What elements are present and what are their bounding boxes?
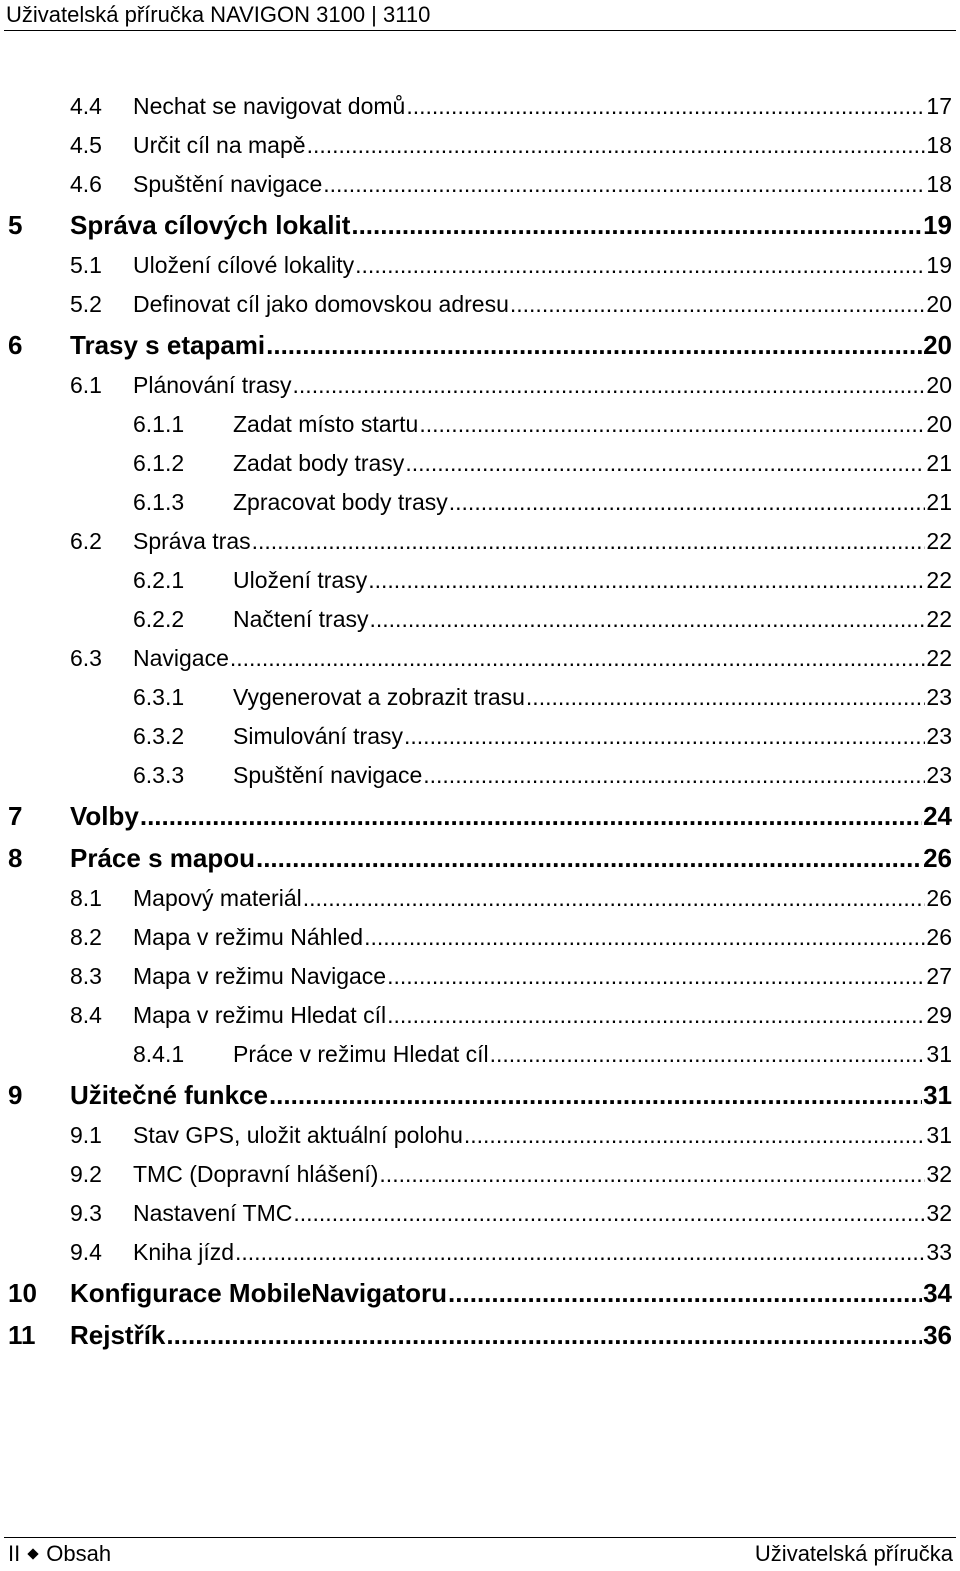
toc-dot-leader <box>230 643 926 673</box>
toc-entry-page: 23 <box>926 762 952 788</box>
toc-entry-number: 8 <box>8 842 23 873</box>
toc-dot-leader <box>405 448 925 478</box>
footer-section: Obsah <box>46 1541 112 1566</box>
toc-entry[interactable] <box>133 409 952 439</box>
toc-entry[interactable] <box>133 760 952 790</box>
toc-entry[interactable] <box>70 526 952 556</box>
toc-dot-leader <box>293 370 926 400</box>
toc-dot-leader <box>419 409 925 439</box>
toc-dot-leader <box>490 1039 926 1069</box>
toc-entry-page: 18 <box>926 171 952 197</box>
toc-entry-page: 24 <box>923 800 952 831</box>
toc-dot-leader <box>235 1237 925 1267</box>
toc-entry-page: 18 <box>926 132 952 158</box>
toc-entry-number: 9.1 <box>70 1122 102 1148</box>
toc-entry[interactable] <box>133 721 952 751</box>
toc-entry-page: 32 <box>926 1200 952 1226</box>
toc-entry-title: Zadat body trasy <box>233 450 405 476</box>
toc-dot-leader <box>355 250 925 280</box>
toc-entry[interactable] <box>133 448 952 478</box>
toc-entry-page: 31 <box>926 1041 952 1067</box>
footer-right-text: Uživatelská příručka <box>754 1541 953 1566</box>
toc-dot-leader <box>166 1320 922 1350</box>
toc-entry-page: 26 <box>923 842 952 873</box>
toc-entry-title: Spuštění navigace <box>233 762 423 788</box>
toc-entry[interactable] <box>70 883 952 913</box>
toc-entry-page: 21 <box>926 450 952 476</box>
toc-entry-title: Mapový materiál <box>133 885 302 911</box>
toc-entry-number: 4.5 <box>70 132 102 158</box>
toc-dot-leader <box>269 1080 922 1110</box>
toc-dot-leader <box>464 1120 926 1150</box>
toc-entry-title: Plánování trasy <box>133 372 292 398</box>
diamond-icon <box>28 1548 39 1559</box>
toc-entry-title: Mapa v režimu Náhled <box>133 924 364 950</box>
toc-entry-title: Uložení trasy <box>233 567 368 593</box>
toc-entry[interactable] <box>8 1080 952 1110</box>
toc-entry-number: 6.1.3 <box>133 489 185 515</box>
toc-entry-number: 6.1.1 <box>133 411 185 437</box>
toc-entry-title: Volby <box>70 800 139 831</box>
toc-entry-number: 4.4 <box>70 93 102 119</box>
toc-entry-title: Trasy s etapami <box>70 329 266 360</box>
toc-entry-number: 4.6 <box>70 171 102 197</box>
toc-entry-title: Spuštění navigace <box>133 171 323 197</box>
toc-entry-page: 20 <box>926 411 952 437</box>
page-header-title: Uživatelská příručka NAVIGON 3100 | 3110 <box>6 2 431 27</box>
toc-entry-number: 7 <box>8 800 23 831</box>
footer-left <box>8 1541 111 1567</box>
toc-dot-leader <box>449 487 926 517</box>
toc-entry-number: 10 <box>8 1277 37 1308</box>
toc-dot-leader <box>293 1198 925 1228</box>
toc-entry-number: 6.3.2 <box>133 723 185 749</box>
toc-entry[interactable] <box>70 169 952 199</box>
toc-entry-page: 23 <box>926 723 952 749</box>
toc-entry-number: 6.1 <box>70 372 102 398</box>
toc-entry[interactable] <box>133 604 952 634</box>
toc-entry[interactable] <box>70 370 952 400</box>
toc-entry-page: 31 <box>926 1122 952 1148</box>
toc-entry-number: 6.1.2 <box>133 450 185 476</box>
toc-entry-page: 34 <box>923 1277 952 1308</box>
toc-entry-title: Konfigurace MobileNavigatoru <box>70 1277 448 1308</box>
toc-entry[interactable] <box>70 1159 952 1189</box>
toc-dot-leader <box>406 91 925 121</box>
toc-entry-title: Mapa v režimu Hledat cíl <box>133 1002 387 1028</box>
toc-dot-leader <box>423 760 925 790</box>
toc-entry[interactable] <box>70 289 952 319</box>
toc-entry-number: 9.3 <box>70 1200 102 1226</box>
toc-entry-number: 8.4 <box>70 1002 102 1028</box>
toc-entry[interactable] <box>70 91 952 121</box>
toc-dot-leader <box>526 682 925 712</box>
toc-entry[interactable] <box>70 1120 952 1150</box>
toc-entry-title: Správa cílových lokalit <box>70 209 351 240</box>
toc-entry-page: 31 <box>923 1079 952 1110</box>
toc-entry-number: 6.3 <box>70 645 102 671</box>
toc-entry-page: 22 <box>926 645 952 671</box>
toc-entry-title: Určit cíl na mapě <box>133 132 306 158</box>
toc-entry-number: 6.2.2 <box>133 606 185 632</box>
toc-entry[interactable] <box>8 1278 952 1308</box>
toc-dot-leader <box>256 843 922 873</box>
toc-entry-page: 26 <box>926 924 952 950</box>
toc-dot-leader <box>351 210 922 240</box>
toc-entry-page: 19 <box>923 209 952 240</box>
toc-entry-title: Uložení cílové lokality <box>133 252 355 278</box>
toc-entry-page: 32 <box>926 1161 952 1187</box>
toc-entry[interactable] <box>8 330 952 360</box>
toc-entry-page: 17 <box>926 93 952 119</box>
toc-entry-number: 8.4.1 <box>133 1041 185 1067</box>
toc-entry[interactable] <box>8 843 952 873</box>
toc-entry[interactable] <box>70 1198 952 1228</box>
toc-entry-page: 22 <box>926 606 952 632</box>
toc-entry-title: Nechat se navigovat domů <box>133 93 406 119</box>
toc-entry-number: 5 <box>8 209 23 240</box>
toc-entry-number: 6.3.1 <box>133 684 185 710</box>
toc-entry-number: 8.1 <box>70 885 102 911</box>
toc-entry-number: 6.2 <box>70 528 102 554</box>
toc-entry-number: 8.2 <box>70 924 102 950</box>
toc-entry-number: 9.2 <box>70 1161 102 1187</box>
toc-entry-page: 27 <box>926 963 952 989</box>
toc-entry-title: Rejstřík <box>70 1319 166 1350</box>
toc-entry-title: Mapa v režimu Navigace <box>133 963 387 989</box>
toc-entry[interactable] <box>8 801 952 831</box>
footer-page-number: II <box>8 1541 21 1566</box>
toc-entry-page: 20 <box>923 329 952 360</box>
toc-dot-leader <box>252 526 926 556</box>
toc-dot-leader <box>370 604 926 634</box>
toc-dot-leader <box>379 1159 925 1189</box>
toc-entry-title: Vygenerovat a zobrazit trasu <box>233 684 525 710</box>
toc-dot-leader <box>140 801 922 831</box>
toc-dot-leader <box>510 289 926 319</box>
toc-entry-title: Načtení trasy <box>233 606 369 632</box>
toc-dot-leader <box>364 922 925 952</box>
toc-entry-page: 19 <box>926 252 952 278</box>
toc-entry-title: Užitečné funkce <box>70 1079 268 1110</box>
toc-entry-number: 6 <box>8 329 23 360</box>
toc-entry-number: 9.4 <box>70 1239 102 1265</box>
toc-entry-number: 5.1 <box>70 252 102 278</box>
toc-entry-title: TMC (Dopravní hlášení) <box>133 1161 379 1187</box>
toc-dot-leader <box>303 883 926 913</box>
toc-entry[interactable] <box>70 961 952 991</box>
toc-entry[interactable] <box>70 130 952 160</box>
toc-entry-page: 22 <box>926 528 952 554</box>
toc-entry[interactable] <box>70 1237 952 1267</box>
toc-entry-title: Kniha jízd <box>133 1239 235 1265</box>
toc-entry[interactable] <box>8 1320 952 1350</box>
toc-entry-title: Práce v režimu Hledat cíl <box>233 1041 489 1067</box>
toc-entry-page: 33 <box>926 1239 952 1265</box>
footer-divider <box>4 1537 956 1538</box>
toc-entry-page: 21 <box>926 489 952 515</box>
header-divider <box>4 30 956 31</box>
toc-entry-title: Zpracovat body trasy <box>233 489 448 515</box>
toc-entry-page: 20 <box>926 291 952 317</box>
toc-dot-leader <box>323 169 925 199</box>
toc-entry-number: 8.3 <box>70 963 102 989</box>
toc-entry-title: Simulování trasy <box>233 723 404 749</box>
toc-dot-leader <box>404 721 925 751</box>
toc-entry[interactable] <box>133 1039 952 1069</box>
toc-entry[interactable] <box>133 487 952 517</box>
toc-entry-number: 9 <box>8 1079 23 1110</box>
toc-entry-number: 6.2.1 <box>133 567 185 593</box>
toc-entry[interactable] <box>70 643 952 673</box>
toc-entry-title: Definovat cíl jako domovskou adresu <box>133 291 509 317</box>
toc-dot-leader <box>387 1000 925 1030</box>
toc-entry-page: 26 <box>926 885 952 911</box>
toc-dot-leader <box>307 130 926 160</box>
toc-dot-leader <box>368 565 925 595</box>
toc-entry-number: 11 <box>8 1319 36 1350</box>
toc-entry-title: Zadat místo startu <box>233 411 419 437</box>
toc-entry-page: 20 <box>926 372 952 398</box>
toc-entry[interactable] <box>133 565 952 595</box>
toc-dot-leader <box>266 330 922 360</box>
toc-entry-number: 5.2 <box>70 291 102 317</box>
toc-entry[interactable] <box>70 250 952 280</box>
toc-entry-page: 22 <box>926 567 952 593</box>
toc-entry-page: 36 <box>923 1319 952 1350</box>
toc-dot-leader <box>448 1278 922 1308</box>
toc-entry-title: Stav GPS, uložit aktuální polohu <box>133 1122 463 1148</box>
toc-entry-title: Nastavení TMC <box>133 1200 293 1226</box>
toc-entry-title: Správa tras <box>133 528 251 554</box>
toc-entry[interactable] <box>70 1000 952 1030</box>
toc-entry[interactable] <box>133 682 952 712</box>
toc-entry-number: 6.3.3 <box>133 762 185 788</box>
toc-entry-page: 23 <box>926 684 952 710</box>
toc-entry[interactable] <box>70 922 952 952</box>
toc-entry[interactable] <box>8 210 952 240</box>
toc-entry-page: 29 <box>926 1002 952 1028</box>
toc-entry-title: Práce s mapou <box>70 842 255 873</box>
toc-entry-title: Navigace <box>133 645 229 671</box>
toc-dot-leader <box>387 961 925 991</box>
